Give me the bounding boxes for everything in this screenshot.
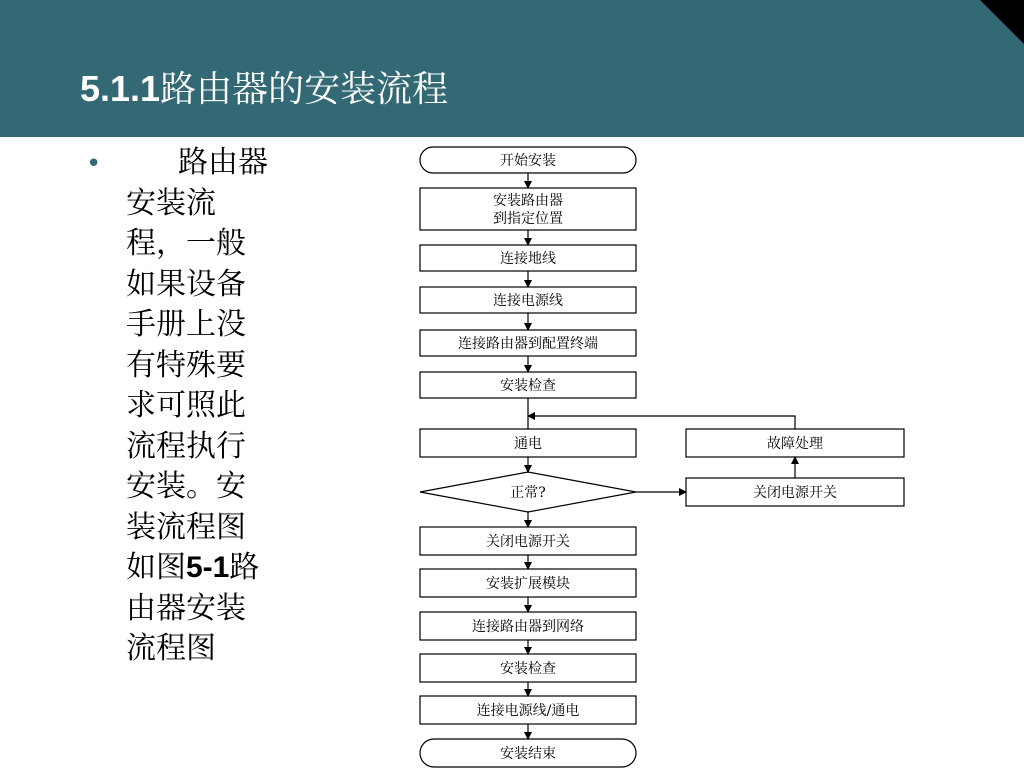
install-position-label-2: 到指定位置 [493,211,563,227]
corner-decoration [980,0,1024,44]
body-text-tail: 路由器安装流程图 [126,550,260,666]
start-label: 开始安装 [500,153,556,169]
figure-reference: 5-1 [186,551,230,584]
title-text: 路由器的安装流程 [160,69,449,110]
title-bar [0,0,1024,137]
power-cable-label: 连接电源线 [493,293,563,309]
title-number: 5.1.1 [80,68,161,109]
network-label: 连接路由器到网络 [472,619,584,635]
check2-label: 安装检查 [500,661,556,677]
power-on-label: 通电 [514,436,542,452]
body-text-main: 路由器安装流程，一般如果设备手册上没有特殊要求可照此流程执行安装。安装流程图如图 [126,145,268,585]
troubleshoot-label: 故障处理 [767,436,823,452]
power-cable-on-label: 连接电源线/通电 [476,703,580,719]
expansion-label: 安装扩展模块 [486,576,570,592]
end-label: 安装结束 [500,746,556,762]
ground-label: 连接地线 [500,251,556,267]
install-position-label-1: 安装路由器 [493,193,563,209]
normal-label: 正常? [510,485,546,501]
page-title [80,64,448,115]
installation-flowchart [400,140,920,768]
arrow-troubleshoot-loop [528,416,795,429]
config-terminal-label: 连接路由器到配置终端 [458,336,598,352]
check1-label: 安装检查 [500,378,556,394]
body-paragraph [126,143,268,670]
power-off-right-label: 关闭电源开关 [753,485,837,501]
power-off-label: 关闭电源开关 [486,534,570,550]
bullet-marker: • [86,149,102,179]
